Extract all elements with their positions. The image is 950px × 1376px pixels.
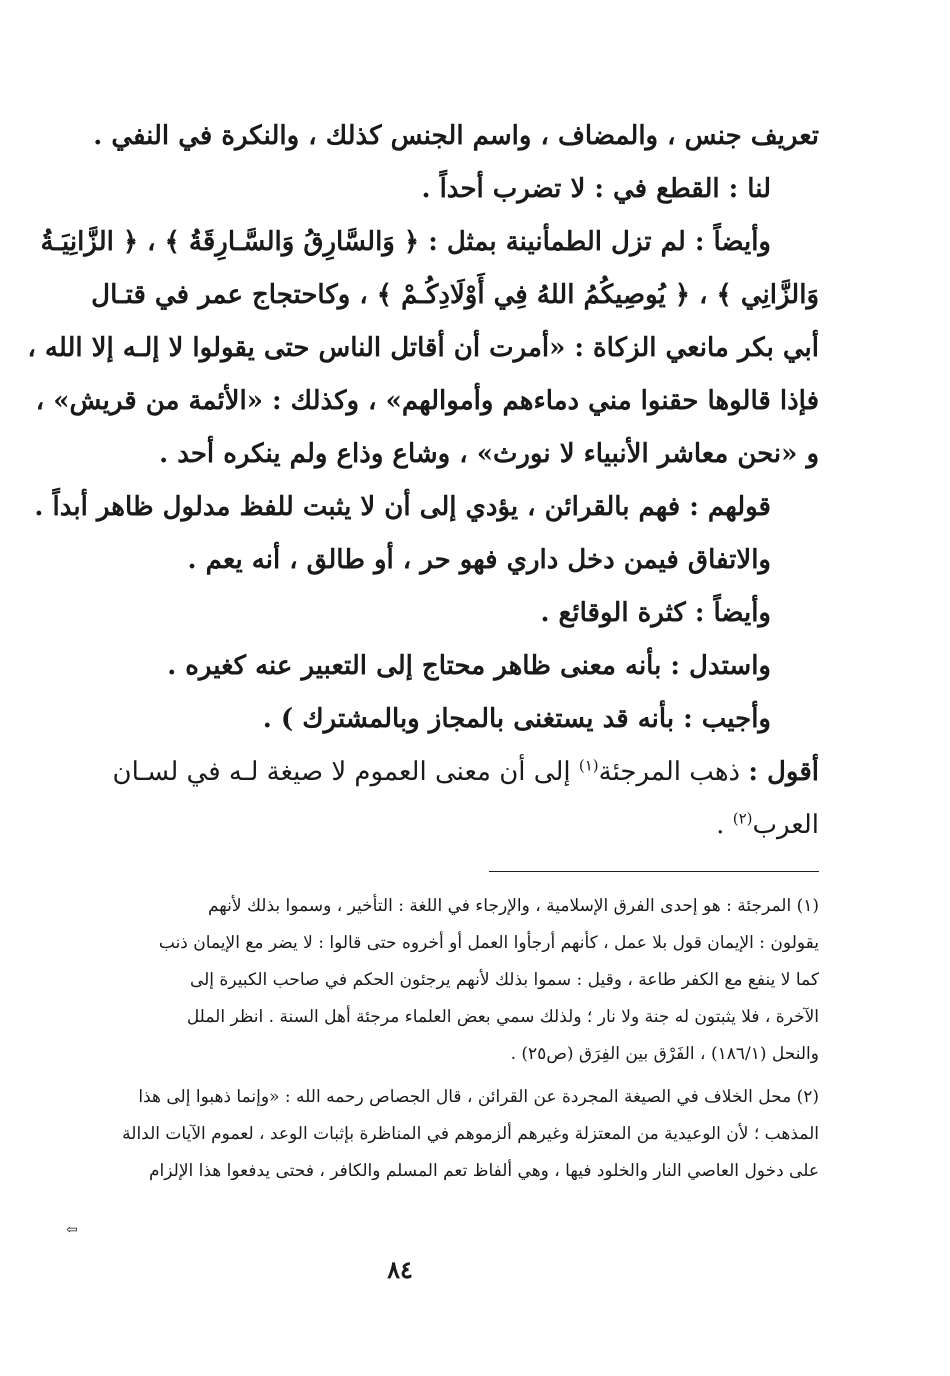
text-line: والاتفاق فيمن دخل داري فهو حر ، أو طالق ، أنه يعم . [187,545,771,575]
footnote-line: والنحل (١٨٦/١) ، الفَرْق بين الفِرَق (ص٢٥) . [510,1044,819,1064]
aqul-text: . [716,810,733,840]
footnote-line: الآخرة ، فلا يثبتون له جنة ولا نار ؛ ولذلك سمي بعض العلماء مرجئة أهل السنة . انظر الملل [186,1007,819,1027]
text-line: تعريف جنس ، والمضاف ، واسم الجنس كذلك ، والنكرة في النفي . [93,121,819,151]
page-number: ٨٤ [387,1255,413,1284]
text-line: فإذا قالوها حقنوا مني دماءهم وأموالهم» ، وكذلك : «الأئمة من قريش» ، [35,386,819,416]
text-line: أبي بكر مانعي الزكاة : «أمرت أن أقاتل الناس حتى يقولوا لا إلـه إلا الله ، [27,333,819,363]
aqul-paragraph [62,746,819,799]
footnotes [62,888,819,1190]
footnote-line: (٢) محل الخلاف في الصيغة المجردة عن القرائن ، قال الجصاص رحمه الله : «وإنما ذهبوا إلى هذا [138,1087,819,1107]
footnote-line: كما لا ينفع مع الكفر طاعة ، وقيل : سموا بذلك لأنهم يرجئون الحكم في صاحب الكبيرة إلى [189,970,819,990]
footnote-line: يقولون : الإيمان قول بلا عمل ، كأنهم أرجأوا العمل أو أخروه حتى قالوا : لا يضر مع الإيمان ذنب [158,933,819,953]
text-line: و «نحن معاشر الأنبياء لا نورث» ، وشاع وذاع ولم ينكره أحد . [159,439,819,469]
aqul-paragraph-end [62,799,819,852]
continuation-arrow-icon: ⇦ [66,1222,78,1238]
footnote-line: (١) المرجئة : هو إحدى الفرق الإسلامية ، والإرجاء في اللغة : التأخير ، وسموا بذلك لأنهم [207,896,819,916]
aqul-text: إلى أن معنى العموم لا صيغة لـه في لسـان [112,757,579,787]
text-line: وأيضاً : كثرة الوقائع . [540,598,771,628]
aqul-text: العرب [752,810,819,840]
footnote-line: على دخول العاصي النار والخلود فيها ، وهي ألفاظ تعم المسلم والكافر ، فحتى يدفعوا هذا الإلزام [149,1161,819,1181]
footnote-ref-1[interactable]: (١) [578,756,599,775]
text-line: وَالزَّانِي ﴾ ، ﴿ يُوصِيكُمُ اللهُ فِي أَوْلَادِكُـمْ ﴾ ، وكاحتجاج عمر في قتـال [91,280,819,310]
footnote-line: المذهب ؛ لأن الوعيدية من المعتزلة وغيرهم ألزموهم في المناظرة بإثبات الوعد ، لعموم الآيات الدالة [122,1124,819,1144]
aqul-text: ذهب المرجئة [598,757,749,787]
footnote-2 [62,1079,819,1190]
text-line: وأيضاً : لم تزل الطمأنينة بمثل : ﴿ وَالسَّارِقُ وَالسَّـارِقَةُ ﴾ ، ﴿ الزَّانِيَـةُ [40,227,771,257]
text-line: لنا : القطع في : لا تضرب أحداً . [421,174,771,204]
text-line: واستدل : بأنه معنى ظاهر محتاج إلى التعبير عنه كغيره . [167,651,771,681]
footnote-separator [489,871,819,872]
main-text [27,110,819,852]
footnote-ref-2[interactable]: (٢) [732,809,753,828]
aqul-lead: أقول : [748,757,819,787]
text-line: وأجيب : بأنه قد يستغنى بالمجاز وبالمشترك ) . [262,704,771,734]
text-line: قولهم : فهم بالقرائن ، يؤدي إلى أن لا يثبت للفظ مدلول ظاهر أبداً . [34,492,771,522]
footnote-1 [62,888,819,1073]
